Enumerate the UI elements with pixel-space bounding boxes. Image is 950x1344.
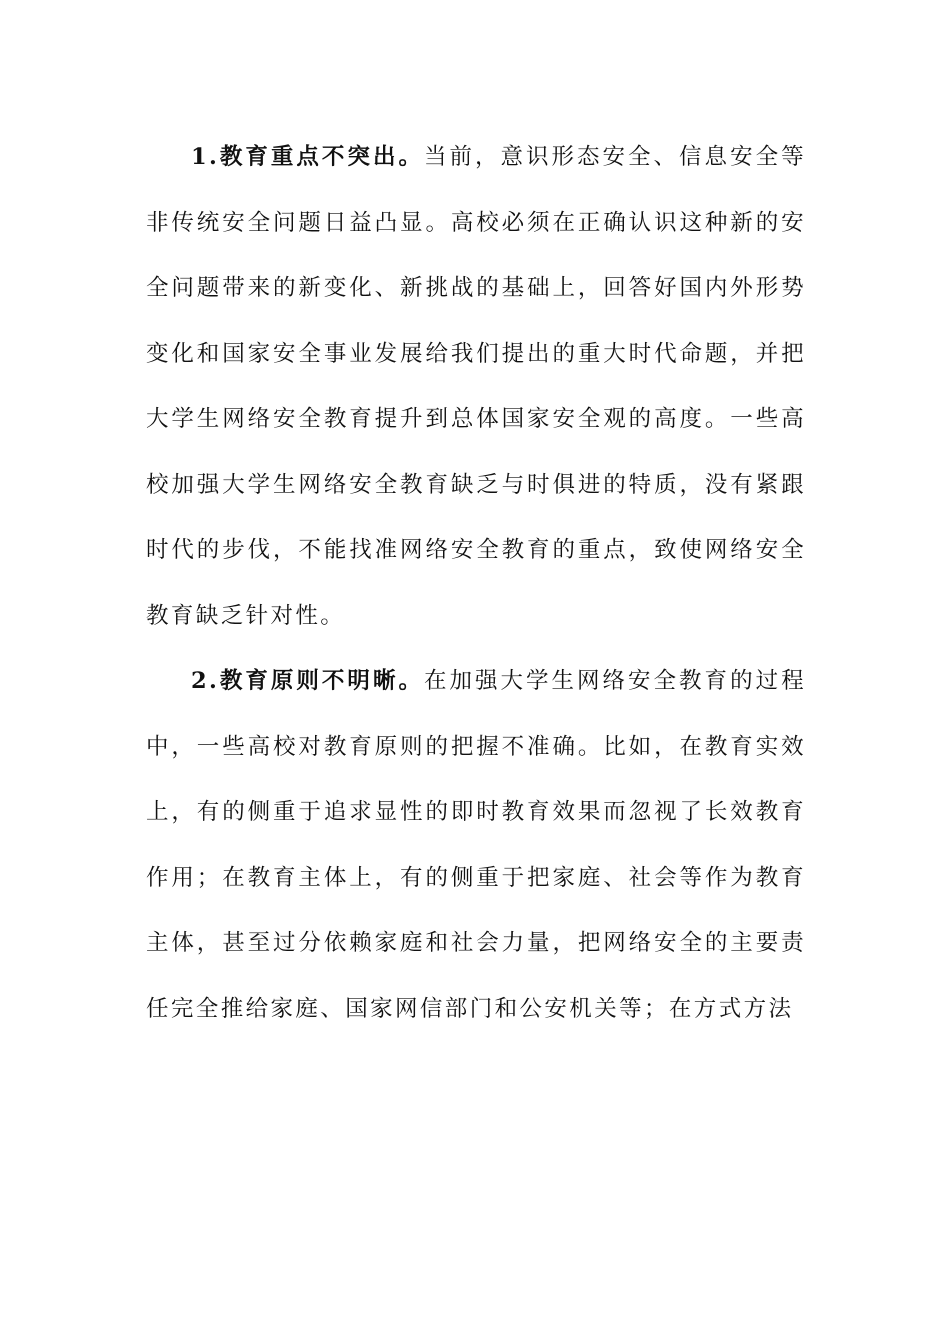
paragraph-2-heading: 2.教育原则不明晰。 — [191, 668, 424, 694]
document-body — [146, 125, 806, 1042]
paragraph-1 — [146, 125, 806, 649]
paragraph-2-text: 在加强大学生网络安全教育的过程中，一些高校对教育原则的把握不准确。比如，在教育实效上，有的侧重于追求显性的即时教育效果而忽视了长效教育作用；在教育主体上，有的侧重于把家庭、社会等作为教育主体，甚至过分依赖家庭和社会力量，把网络安全的主要责任完全推给家庭、国家网信部门和公安机关等；在方式方法 — [146, 668, 806, 1022]
paragraph-1-heading: 1.教育重点不突出。 — [191, 144, 424, 170]
paragraph-2 — [146, 649, 806, 1042]
paragraph-1-text: 当前，意识形态安全、信息安全等非传统安全问题日益凸显。高校必须在正确认识这种新的安全问题带来的新变化、新挑战的基础上，回答好国内外形势变化和国家安全事业发展给我们提出的重大时代命题，并把大学生网络安全教育提升到总体国家安全观的高度。一些高校加强大学生网络安全教育缺乏与时俱进的特质，没有紧跟时代的步伐，不能找准网络安全教育的重点，致使网络安全教育缺乏针对性。 — [146, 144, 806, 629]
